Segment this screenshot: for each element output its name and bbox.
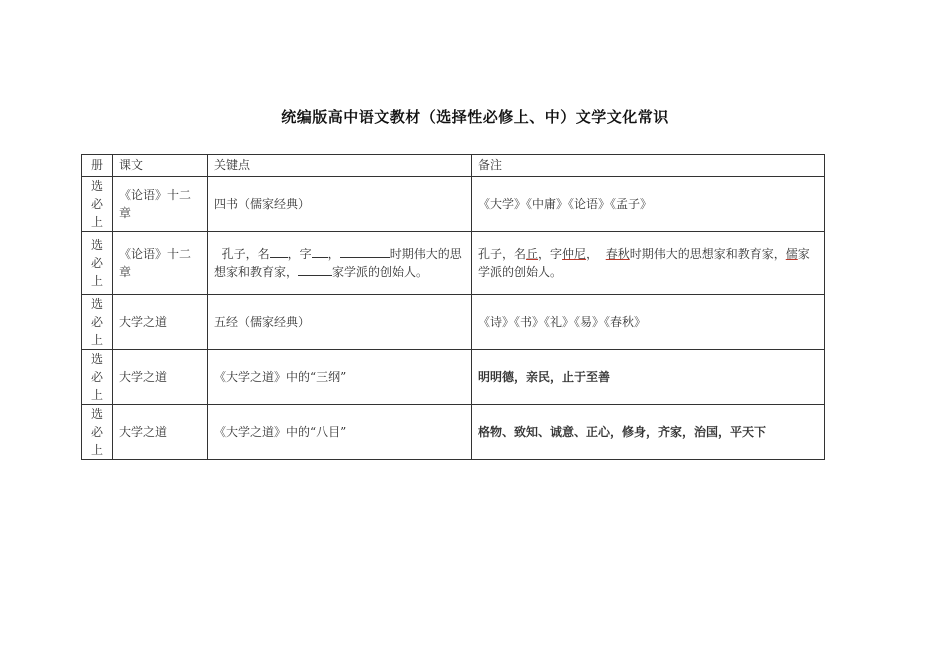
table-header-row bbox=[82, 155, 825, 177]
table-row bbox=[82, 350, 825, 405]
fill-blank bbox=[312, 245, 328, 258]
note-cell: 格物、致知、诚意、正心，修身，齐家，治国，平天下 bbox=[472, 405, 825, 460]
table-row bbox=[82, 232, 825, 295]
fill-blank bbox=[340, 245, 390, 258]
table-row bbox=[82, 177, 825, 232]
header-note: 备注 bbox=[472, 155, 825, 177]
document-title: 统编版高中语文教材（选择性必修上、中）文学文化常识 bbox=[281, 108, 669, 126]
fill-blank bbox=[298, 263, 332, 276]
key-point-cell: 五经（儒家经典） bbox=[208, 295, 472, 350]
note-cell: 《诗》《书》《礼》《易》《春秋》 bbox=[472, 295, 825, 350]
note-cell: 孔子，名丘，字仲尼， 春秋时期伟大的思想家和教育家，儒家学派的创始人。 bbox=[472, 232, 825, 295]
lesson-cell: 《论语》十二章 bbox=[113, 232, 208, 295]
key-point-cell: 《大学之道》中的“八目” bbox=[208, 405, 472, 460]
note-cell: 明明德，亲民，止于至善 bbox=[472, 350, 825, 405]
volume-cell: 选 必 上 bbox=[82, 405, 113, 460]
table-row bbox=[82, 405, 825, 460]
note-cell: 《大学》《中庸》《论语》《孟子》 bbox=[472, 177, 825, 232]
volume-cell: 选 必 上 bbox=[82, 350, 113, 405]
lesson-cell: 大学之道 bbox=[113, 295, 208, 350]
volume-cell: 选 必 上 bbox=[82, 232, 113, 295]
fill-blank bbox=[270, 245, 288, 258]
key-point-cell: 《大学之道》中的“三纲” bbox=[208, 350, 472, 405]
lesson-cell: 《论语》十二章 bbox=[113, 177, 208, 232]
header-volume: 册 bbox=[82, 155, 113, 177]
volume-cell: 选 必 上 bbox=[82, 295, 113, 350]
key-point-cell: 孔子，名 ，字 ， 时期伟大的思想家和教育家， 家学派的创始人。 bbox=[208, 232, 472, 295]
volume-cell: 选 必 上 bbox=[82, 177, 113, 232]
table-row bbox=[82, 295, 825, 350]
culture-table bbox=[81, 154, 825, 460]
lesson-cell: 大学之道 bbox=[113, 405, 208, 460]
lesson-cell: 大学之道 bbox=[113, 350, 208, 405]
header-lesson: 课文 bbox=[113, 155, 208, 177]
key-point-cell: 四书（儒家经典） bbox=[208, 177, 472, 232]
header-key-point: 关键点 bbox=[208, 155, 472, 177]
